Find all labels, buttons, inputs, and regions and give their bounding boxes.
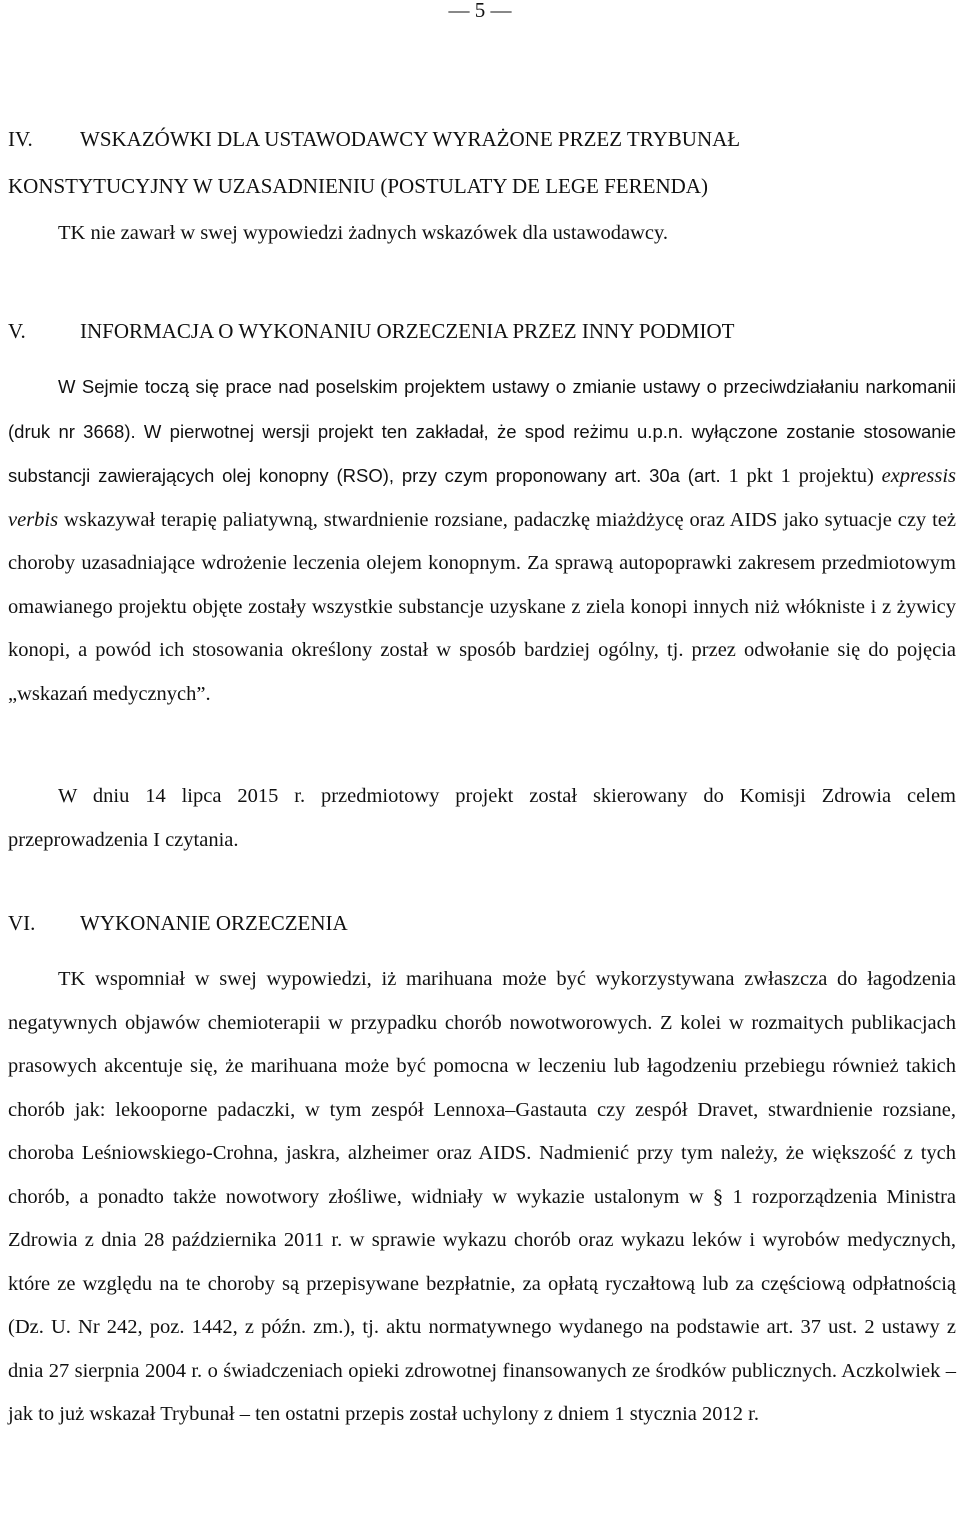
section-vi-paragraph-1 [8, 958, 956, 1437]
section-v-para1-sans: W Sejmie toczą się prace nad poselskim projektem ustawy o zmianie ustawy o przeciwdziałaniu narkomanii (druk nr 3668). W pierwotnej wersji projekt ten zakładał, że spod reżimu u.p.n. wyłączone zostanie stosowanie substancji zawierających olej konopny (RSO), przy czym proponowany art. 30a (art. [8, 376, 956, 486]
section-iv-body [8, 212, 956, 256]
page-number: — 5 — [448, 0, 512, 22]
section-v-number: V. [8, 319, 26, 343]
section-v-heading [8, 310, 952, 352]
section-iv-body-text: TK nie zawarł w swej wypowiedzi żadnych wskazówek dla ustawodawcy. [58, 222, 669, 244]
section-iv-number: IV. [8, 127, 33, 151]
section-vi-title: WYKONANIE ORZECZENIA [80, 911, 348, 935]
section-v-para2-text: W dniu 14 lipca 2015 r. przedmiotowy projekt został skierowany do Komisji Zdrowia celem przeprowadzenia I czytania. [8, 785, 956, 851]
section-iv-heading-line2 [8, 165, 952, 207]
section-v-paragraph-1 [8, 365, 956, 716]
section-v-para1-italic: expressis verbis [8, 465, 956, 531]
section-vi-heading [8, 902, 952, 944]
section-v-paragraph-2 [8, 775, 956, 862]
section-vi-number: VI. [8, 911, 36, 935]
section-v-para1-serif-a: 1 pkt 1 projektu) [728, 465, 874, 487]
section-v-para1-serif-b: wskazywał terapię paliatywną, stwardnienie rozsiane, padaczkę miażdżycę oraz AIDS jako sytuacje czy też choroby uzasadniające wdrożenie leczenia olejem konopnym. Za sprawą autopoprawki zakresem przedmiotowym omawianego projektu objęte zostały wszystkie substancje uzyskane z ziela konopi innych niż włókniste i z żywicy konopi, a powód ich stosowania określony został w sposób bardziej ogólny, tj. przez odwołanie się do pojęcia „wskazań medycznych”. [8, 508, 956, 705]
section-iv-heading [8, 118, 952, 160]
section-iv-title-line2: KONSTYTUCYJNY W UZASADNIENIU (POSTULATY DE LEGE FERENDA) [8, 174, 708, 198]
section-vi-para1-text: TK wspomniał w swej wypowiedzi, iż marihuana może być wykorzystywana zwłaszcza do łagodzenia negatywnych objawów chemioterapii w przypadku chorób nowotworowych. Z kolei w rozmaitych publikacjach prasowych akcentuje się, że marihuana może być pomocna w leczeniu lub łagodzeniu przebiegu również takich chorób jak: lekooporne padaczki, w tym zespół Lennoxa–Gastauta czy zespół Dravet, stwardnienie rozsiane, choroba Leśniowskiego-Crohna, jaskra, alzheimer oraz AIDS. Nadmienić przy tym należy, że większość z tych chorób, a ponadto także nowotwory złośliwe, widniały w wykazie ustalonym w § 1 rozporządzenia Ministra Zdrowia z dnia 28 października 2011 r. w sprawie wykazu chorób oraz wykazu leków i wyrobów medycznych, które ze względu na te choroby są przepisywane bezpłatnie, za opłatą ryczałtową lub za częściową odpłatnością (Dz. U. Nr 242, poz. 1442, z późn. zm.), tj. aktu normatywnego wydanego na podstawie art. 37 ust. 2 ustawy z dnia 27 sierpnia 2004 r. o świadczeniach opieki zdrowotnej finansowanych ze środków publicznych. Aczkolwiek – jak to już wskazał Trybunał – ten ostatni przepis został uchylony z dniem 1 stycznia 2012 r. [8, 968, 956, 1425]
section-v-title: INFORMACJA O WYKONANIU ORZECZENIA PRZEZ INNY PODMIOT [80, 319, 735, 343]
section-iv-title-line1: WSKAZÓWKI DLA USTAWODAWCY WYRAŻONE PRZEZ TRYBUNAŁ [80, 127, 741, 151]
